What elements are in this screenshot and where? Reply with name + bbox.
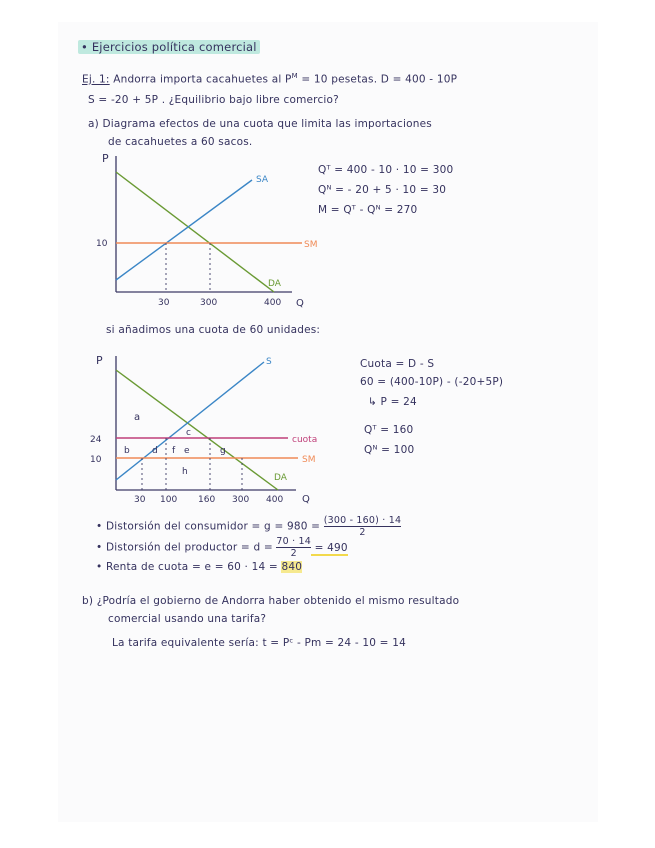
exercise-statement-line1: Ej. 1: Andorra importa cacahuetes al $P^M = 10$ pesetas. D = 400 - 10P	[82, 72, 458, 86]
calc-qt: Qᵀ = 400 - 10 · 10 = 300	[318, 164, 454, 176]
free-trade-diagram	[92, 150, 322, 320]
bullet-producer-distortion: • Distorsión del productor = d = $\frac{70 \cdot 14}{2}$ = 490	[96, 536, 348, 559]
graph1-tick-300: 300	[200, 298, 218, 308]
graph2-demand-curve	[116, 370, 278, 490]
part-b-line1: b) ¿Podría el gobierno de Andorra haber obtenido el mismo resultado	[82, 595, 460, 607]
region-a: a	[134, 412, 141, 423]
graph1-tick-30: 30	[158, 298, 170, 308]
graph2-demand-label: DA	[274, 473, 287, 483]
graph2-x-label: Q	[302, 494, 310, 505]
part-b-line2: comercial usando una tarifa?	[108, 613, 267, 625]
graph2-y-label: P	[96, 354, 103, 367]
graph1-tick-400: 400	[264, 298, 282, 308]
graph1-supply-label: SA	[256, 175, 269, 185]
graph2-tick-160: 160	[198, 495, 216, 505]
bullet-consumer-distortion: • Distorsión del consumidor = g = 980 = $\frac{(300 - 160) \cdot 14}{2}$	[96, 515, 402, 538]
part-b-answer: La tarifa equivalente sería: t = Pᶜ - Pm = 24 - 10 = 14	[112, 637, 406, 649]
region-d: d	[152, 446, 158, 456]
quota-diagram	[82, 350, 332, 510]
calc-quota-def: Cuota = D - S	[360, 358, 435, 370]
part-a-line1: a) Diagrama efectos de una cuota que limita las importaciones	[88, 118, 432, 130]
calc-qn: Qᴺ = - 20 + 5 · 10 = 30	[318, 184, 447, 196]
region-g: g	[220, 446, 226, 456]
consumer-fraction-den: 2	[359, 527, 366, 538]
bullet-quota-rent: • Renta de cuota = e = 60 · 14 = 840	[96, 561, 303, 573]
region-h: h	[182, 467, 188, 477]
producer-fraction-den: 2	[290, 548, 297, 559]
calc-quota-qn: Qᴺ = 100	[364, 444, 415, 456]
region-e: e	[184, 446, 190, 456]
graph1-tick-10: 10	[96, 239, 108, 249]
region-c: c	[186, 428, 191, 438]
region-b: b	[124, 446, 130, 456]
calc-quota-price: ↳ P = 24	[368, 396, 417, 408]
quota-intro: si añadimos una cuota de 60 unidades:	[106, 324, 321, 336]
graph2-supply-label: S	[266, 357, 272, 367]
calc-imports: M = Qᵀ - Qᴺ = 270	[318, 204, 418, 216]
graph2-tick-400: 400	[266, 495, 284, 505]
graph1-x-label: Q	[296, 298, 304, 309]
calc-quota-qt: Qᵀ = 160	[364, 424, 414, 436]
page-title: • Ejercicios política comercial	[78, 40, 260, 54]
graph1-demand-label: DA	[268, 279, 281, 289]
graph2-tick-10: 10	[90, 455, 102, 465]
graph2-tick-100: 100	[160, 495, 178, 505]
graph1-y-label: P	[102, 152, 109, 165]
graph1-world-label: SM	[304, 240, 318, 250]
region-f: f	[172, 446, 176, 456]
supply-curve	[116, 180, 252, 280]
consumer-fraction-num: (300 - 160) · 14	[323, 515, 402, 526]
demand-curve	[116, 172, 274, 292]
graph2-world-label: SM	[302, 455, 316, 465]
graph2-tick-300: 300	[232, 495, 250, 505]
producer-fraction-num: 70 · 14	[276, 536, 312, 547]
calc-quota-eq: 60 = (400-10P) - (-20+5P)	[360, 376, 504, 388]
part-a-line2: de cacahuetes a 60 sacos.	[108, 136, 253, 148]
graph2-tick-30: 30	[134, 495, 146, 505]
graph2-tick-24: 24	[90, 435, 102, 445]
exercise-statement-line2: S = -20 + 5P . ¿Equilibrio bajo libre comercio?	[88, 94, 339, 106]
graph2-quota-label: cuota	[292, 435, 318, 445]
